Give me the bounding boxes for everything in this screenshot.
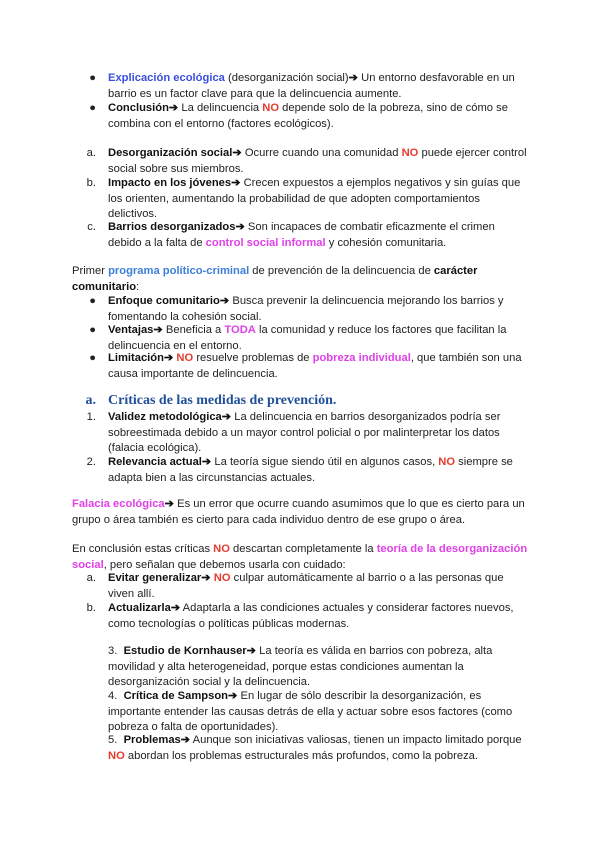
arrow-icon: ➔	[163, 352, 174, 364]
arrow-icon: ➔	[201, 456, 212, 468]
list-marker: 3.	[108, 645, 118, 657]
arrow-icon: ➔	[348, 72, 359, 84]
list-marker: 5.	[108, 734, 118, 746]
arrow-icon: ➔	[246, 645, 257, 657]
arrow-icon: ➔	[231, 177, 241, 189]
bullet: ●	[89, 295, 96, 307]
arrow-icon: ➔	[219, 295, 230, 307]
list-marker: a.	[86, 572, 96, 584]
list-marker: b.	[86, 177, 96, 189]
list-marker: 1.	[86, 411, 96, 423]
arrow-icon: ➔	[221, 411, 232, 423]
list-marker: 4.	[108, 690, 118, 702]
arrow-icon: ➔	[201, 572, 211, 584]
list-marker: c.	[87, 221, 96, 233]
bullet: ●	[89, 102, 96, 114]
bullet: ●	[89, 72, 96, 84]
list-marker: 2.	[86, 456, 96, 468]
arrow-icon: ➔	[168, 102, 179, 114]
term-explicacion-ecologica: Explicación ecológica	[108, 72, 225, 84]
arrow-icon: ➔	[170, 602, 181, 614]
arrow-icon: ➔	[228, 690, 238, 702]
bullet: ●	[89, 352, 96, 364]
arrow-icon: ➔	[235, 221, 245, 233]
document-page: ● Explicación ecológica (desorganización social)➔ Un entorno desfavorable en un barrio es un factor clave para que la delincuencia aumente. ● Conclusión➔ La delincuencia NO depende solo de la pobreza, sino de cómo se combina con el entorno (factores ecológicos). a. Desorganización social➔ Ocurre cuando una comunidad NO puede ejercer control social sobre sus miembros. b. Impacto en los jóvenes➔ Crecen expuestos a ejemplos negativos y sin guías que los orienten, aumentando la probabilidad de que adopten comportamientos delictivos. c. Barrios desorganizados➔ Son incapaces de combatir eficazmente el crimen debido a la falta de control social informal y cohesión comunitaria. Primer programa político-criminal de prevención de la delincuencia de carácter comunitario: ● Enfoque comunitario➔ Busca prevenir la delincuencia mejorando los barrios y fomentando la cohesión social. ● Ventajas➔ Beneficia a TODA la comunidad y reduce los factores que facilitan la delincuencia en el entorno. ● Limitación➔ NO resuelve problemas de pobreza individual, que también son una causa importante de delincuencia. a. Críticas de las medidas de prevención. 1. Validez metodológica➔ La delincuencia en barrios desorganizados podría ser sobreestimada debido a un mayor control policial o por malinterpretar los datos (falacia ecológica). 2. Relevancia actual➔ La teoría sigue siendo útil en algunos casos, NO siempre se adapta bien a las circunstancias actuales. Falacia ecológica➔ Es un error que ocurre cuando asumimos que lo que es cierto para un grupo o área también es cierto para cada individuo dentro de ese grupo o área. En conclusión estas críticas NO descartan completamente la teoría de la desorganización social, pero señalan que debemos usarla con cuidado: a. Evitar generalizar➔ NO culpar automáticamente al barrio o a las personas que viven allí. b. Actualizarla➔ Adaptarla a las condiciones actuales y considerar factores nuevos, como tecnologías o políticas públicas modernas. 3. Estudio de Kornhauser➔ La teoría es válida en barrios con pobreza, alta movilidad y alta heterogeneidad, porque estas condiciones aumentan la desorganización social y la delincuencia. 4. Crítica de Sampson➔ En lugar de sólo describir la desorganización, es importante entender las causas detrás de ella y actuar sobre esos factores (como pobreza o falta de oportunidades). 5. Problemas➔ Aunque son iniciativas valiosas, tienen un impacto limitado porque NO abordan los problemas estructurales más profundos, como la pobreza.	[72, 72, 528, 762]
heading-marker: a.	[85, 393, 96, 408]
list-marker: b.	[86, 602, 96, 614]
bullet: ●	[89, 324, 96, 336]
arrow-icon: ➔	[180, 734, 191, 746]
heading-text: Críticas de las medidas de prevención.	[108, 393, 337, 408]
arrow-icon: ➔	[153, 324, 163, 336]
arrow-icon: ➔	[232, 147, 242, 159]
arrow-icon: ➔	[164, 498, 175, 510]
list-marker: a.	[86, 147, 96, 159]
